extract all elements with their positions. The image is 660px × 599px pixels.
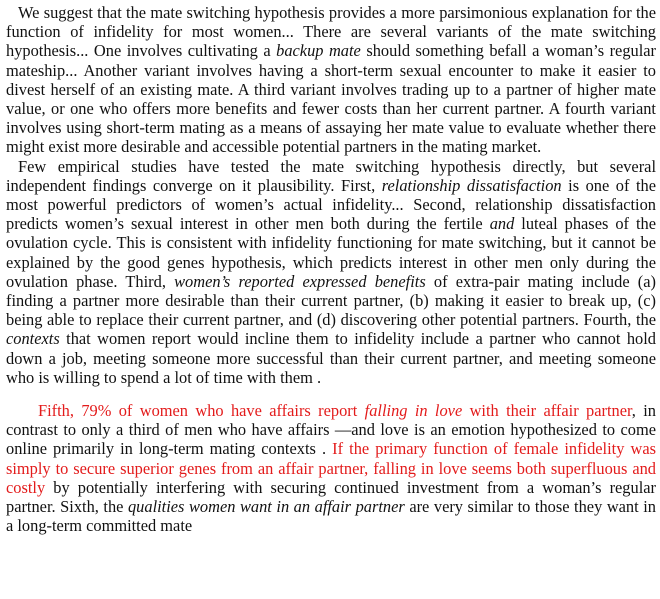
- text-segment: of extra-pair mating include (a) finding a partner more desirable than their current partner, (b) making it easier to break up, (c) being able to replace their current partner, and (d) discovering other potential partners. Fourth, the: [6, 271, 656, 330]
- highlighted-text-segment: with their affair partner: [462, 401, 632, 421]
- paragraph-falling-in-love: [6, 401, 656, 535]
- highlighted-text-segment: Fifth, 79% of women who have affairs report: [38, 401, 365, 421]
- text-segment: Few empirical studies have tested the mate switching hypothesis directly, but several independent findings converge on it plausibility. First,: [6, 156, 656, 195]
- highlighted-emphasis-falling-in-love: falling in love: [364, 401, 463, 421]
- text-segment: that women report would incline them to infidelity include a partner who cannot hold down a job, meeting someone more successful than their current partner, and meeting someone who is willing to spend a lot of time with them .: [6, 329, 656, 387]
- text-segment: We suggest that the mate switching hypothesis provides a more parsimonious explanation for the function of infidelity for most women... There are several variants of the mate switching hypothesis... One involves cultivating a: [6, 3, 656, 61]
- text-segment: are very similar to those they want in a long-term committed mate: [6, 497, 656, 536]
- emphasis-affair-partner-qualities: qualities women want in an affair partner: [127, 497, 405, 517]
- emphasis-and: and: [489, 214, 515, 234]
- paragraph-empirical-findings: [6, 157, 656, 387]
- paragraph-mate-switching-hypothesis: [6, 3, 656, 157]
- emphasis-backup-mate: backup mate: [276, 41, 361, 61]
- text-segment: luteal phases of the ovulation cycle. This is consistent with infidelity functioning for mate switching, but it cannot be explained by the good genes hypothesis, which predicts interest in other men only during the ovulation phase. Third,: [6, 214, 656, 291]
- text-segment: is one of the most powerful predictors of women’s actual infidelity... Second, relationship dissatisfaction predicts women’s sexual interest in other men both during the fertile: [6, 175, 656, 234]
- emphasis-expressed-benefits: women’s reported expressed benefits: [174, 271, 426, 291]
- emphasis-contexts: contexts: [6, 329, 60, 349]
- emphasis-relationship-dissatisfaction: relationship dissatisfaction: [381, 175, 562, 195]
- text-segment: by potentially interfering with securing continued investment from a woman’s regular partner. Sixth, the: [6, 477, 656, 517]
- text-segment: , in contrast to only a third of men who have affairs —and love is an emotion hypothesized to come online primarily in long-term mating contexts .: [6, 401, 656, 459]
- highlighted-text-segment: If the primary function of female infidelity was simply to secure superior genes from an affair partner, falling in love seems both superfluous and costly: [6, 439, 656, 497]
- text-segment: should something befall a woman’s regular mateship... Another variant involves having a short-term sexual encounter to make it easier to divest herself of an existing mate. A third variant involves trading up to a partner of higher mate value, or one who offers more benefits and fewer costs than her current partner. A fourth variant involves using short-term mating as a means of assaying her mate value to evaluate whether there might exist more desirable and accessible potential partners in the mating market.: [6, 41, 656, 157]
